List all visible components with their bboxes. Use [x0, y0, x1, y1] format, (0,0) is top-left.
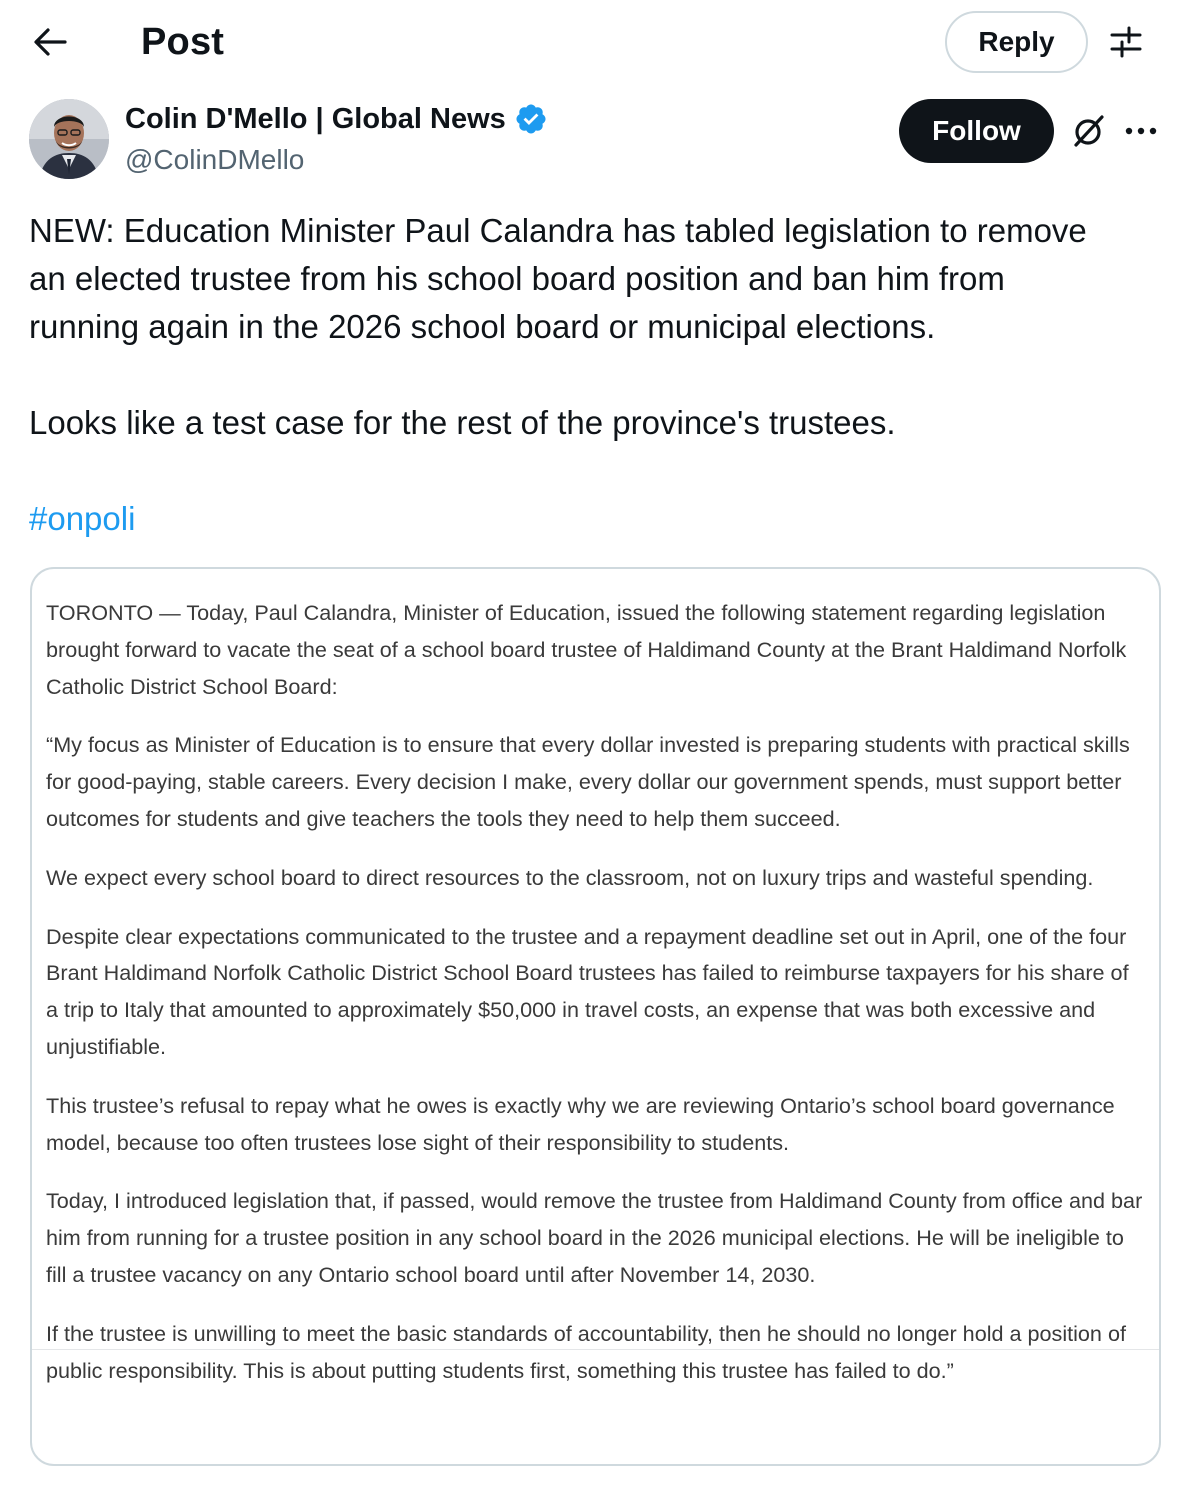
avatar[interactable]	[29, 99, 109, 179]
avatar-image	[29, 99, 109, 179]
post-text-line: running again in the 2026 school board or municipal elections.	[29, 308, 936, 345]
grok-icon	[1071, 113, 1107, 149]
statement-text	[46, 595, 1146, 1411]
post-text-line: NEW: Education Minister Paul Calandra has tabled legislation to remove	[29, 212, 1087, 249]
page-title: Post	[141, 21, 225, 63]
reply-button[interactable]: Reply	[945, 11, 1088, 73]
post-text	[29, 207, 1169, 543]
post-header	[0, 0, 1192, 84]
author-handle[interactable]: @ColinDMello	[125, 144, 305, 175]
more-button[interactable]	[1120, 110, 1162, 152]
statement-paragraph: This trustee’s refusal to repay what he owes is exactly why we are reviewing Ontario’s school board governance model, because too often trustees lose sight of their responsibility to students.	[46, 1092, 1115, 1155]
statement-paragraph: Despite clear expectations communicated to the trustee and a repayment deadline set out in April, one of the four Brant Haldimand Norfolk Catholic District School Board trustees has failed to reimburse taxpayers for his share of a trip to Italy that amounted to approximately $50,000 in travel costs, an expense that was both excessive and unjustifiable.	[46, 923, 1129, 1059]
statement-paragraph: TORONTO — Today, Paul Calandra, Minister of Education, issued the following statement regarding legislation brought forward to vacate the seat of a school board trustee of Haldimand County at the Brant Haldimand Norfolk Catholic District School Board:	[46, 600, 1127, 699]
hashtag-link[interactable]: #onpoli	[29, 500, 136, 537]
statement-paragraph: “My focus as Minister of Education is to ensure that every dollar invested is preparing students with practical skills for good-paying, stable careers. Every decision I make, every dollar our government spends, must support better outcomes for students and give teachers the tools they need to help them succeed.	[46, 732, 1130, 831]
sliders-icon	[1109, 25, 1143, 59]
author-name-text: Colin D'Mello | Global News	[125, 103, 506, 135]
filter-button[interactable]	[1104, 22, 1148, 62]
image-divider	[32, 1349, 1161, 1350]
follow-button[interactable]: Follow	[899, 99, 1054, 163]
statement-paragraph: We expect every school board to direct resources to the classroom, not on luxury trips and wasteful spending.	[46, 864, 1094, 890]
paragraph-gap	[29, 351, 1169, 399]
back-button[interactable]	[26, 20, 74, 64]
post-text-line: an elected trustee from his school board position and ban him from	[29, 260, 1005, 297]
more-dots-icon	[1124, 126, 1158, 136]
statement-paragraph: If the trustee is unwilling to meet the basic standards of accountability, then he should no longer hold a position of public responsibility. This is about putting students first, something this trustee has failed to do.”	[46, 1320, 1126, 1383]
post-image[interactable]	[30, 567, 1161, 1466]
grok-button[interactable]	[1068, 110, 1110, 152]
verified-badge-icon	[514, 102, 548, 136]
paragraph-gap	[29, 447, 1169, 495]
author-name[interactable]	[125, 100, 548, 138]
post-text-line: Looks like a test case for the rest of the province's trustees.	[29, 404, 896, 441]
arrow-left-icon	[33, 27, 67, 57]
statement-paragraph: Today, I introduced legislation that, if passed, would remove the trustee from Haldimand County from office and bar him from running for a trustee position in any school board in the 2026 municipal elections. He will be ineligible to fill a trustee vacancy on any Ontario school board until after November 14, 2030.	[46, 1188, 1143, 1287]
